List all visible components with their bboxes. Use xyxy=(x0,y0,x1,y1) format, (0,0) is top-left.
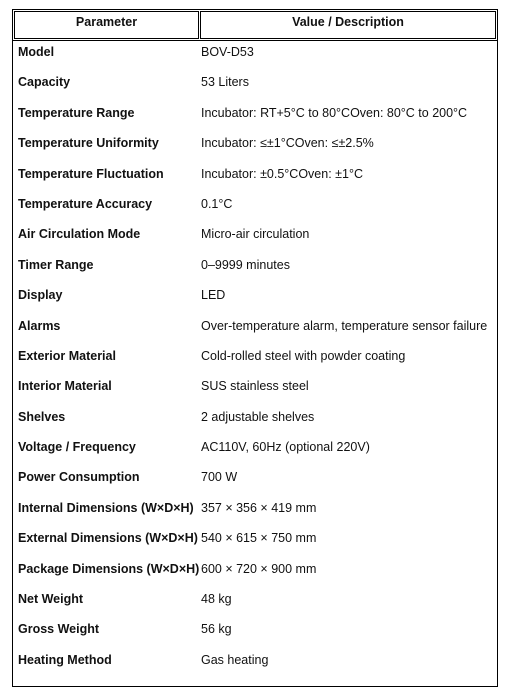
row-parameter: Air Circulation Mode xyxy=(18,227,141,242)
row-parameter: Model xyxy=(18,45,55,59)
row-value: 56 kg xyxy=(201,622,232,637)
row-parameter: Temperature Accuracy xyxy=(18,196,153,211)
row-parameter: Net Weight xyxy=(18,592,84,607)
row-value: 357 × 356 × 419 mm xyxy=(201,500,317,515)
row-value: 0–9999 minutes xyxy=(201,257,290,272)
table-row xyxy=(13,254,497,284)
row-value: SUS stainless steel xyxy=(201,379,309,394)
row-parameter: Exterior Material xyxy=(18,348,116,363)
row-value: 600 × 720 × 900 mm xyxy=(201,561,317,576)
row-parameter: Voltage / Frequency xyxy=(18,440,136,455)
table-row xyxy=(13,588,497,618)
row-value: 0.1°C xyxy=(201,196,233,211)
row-value: AC110V, 60Hz (optional 220V) xyxy=(201,440,370,455)
table-row xyxy=(13,497,497,527)
table-row xyxy=(13,71,497,101)
row-parameter: Power Consumption xyxy=(18,470,140,485)
row-value: 540 × 615 × 750 mm xyxy=(201,531,317,546)
row-parameter: Heating Method xyxy=(18,652,112,667)
table-row xyxy=(13,527,497,557)
table-row xyxy=(13,132,497,162)
row-parameter: Temperature Fluctuation xyxy=(18,166,164,181)
row-value: 2 adjustable shelves xyxy=(201,409,315,424)
table-row xyxy=(13,406,497,436)
row-parameter: Timer Range xyxy=(18,257,94,272)
row-parameter: Interior Material xyxy=(18,379,112,394)
row-parameter: Display xyxy=(18,288,63,303)
row-parameter: Gross Weight xyxy=(18,622,100,637)
row-value: Cold-rolled steel with powder coating xyxy=(201,348,406,363)
row-value: Micro-air circulation xyxy=(201,227,310,242)
table-body xyxy=(13,41,497,679)
table-row xyxy=(13,163,497,193)
row-parameter: Temperature Range xyxy=(18,105,135,120)
table-row xyxy=(13,436,497,466)
spec-table xyxy=(12,9,498,687)
row-value: BOV-D53 xyxy=(201,45,254,59)
table-row xyxy=(13,41,497,71)
row-parameter: Capacity xyxy=(18,75,71,90)
row-value: Incubator: ±0.5°COven: ±1°C xyxy=(201,166,363,181)
table-row xyxy=(13,315,497,345)
row-value: 700 W xyxy=(201,470,238,485)
table-row xyxy=(13,375,497,405)
header-value: Value / Description xyxy=(200,11,496,39)
table-row xyxy=(13,223,497,253)
table-row xyxy=(13,102,497,132)
row-value: 48 kg xyxy=(201,592,232,607)
row-parameter: Internal Dimensions (W×D×H) xyxy=(18,500,194,515)
row-value: Gas heating xyxy=(201,652,269,667)
row-parameter: Package Dimensions (W×D×H) xyxy=(18,561,200,576)
table-header-row xyxy=(13,10,497,41)
table-row xyxy=(13,284,497,314)
row-value: Over-temperature alarm, temperature sensor failure xyxy=(201,318,488,333)
table-row xyxy=(13,193,497,223)
table-row xyxy=(13,466,497,496)
table-row xyxy=(13,345,497,375)
row-value: Incubator: ≤±1°COven: ≤±2.5% xyxy=(201,136,374,151)
table-row xyxy=(13,618,497,648)
table-row xyxy=(13,649,497,679)
row-value: Incubator: RT+5°C to 80°COven: 80°C to 200°C xyxy=(201,105,468,120)
row-parameter: External Dimensions (W×D×H) xyxy=(18,531,198,546)
header-parameter: Parameter xyxy=(14,11,199,39)
table-row xyxy=(13,558,497,588)
row-value: 53 Liters xyxy=(201,75,249,90)
row-parameter: Temperature Uniformity xyxy=(18,136,159,151)
row-value: LED xyxy=(201,288,226,303)
row-parameter: Shelves xyxy=(18,409,66,424)
row-parameter: Alarms xyxy=(18,318,61,333)
